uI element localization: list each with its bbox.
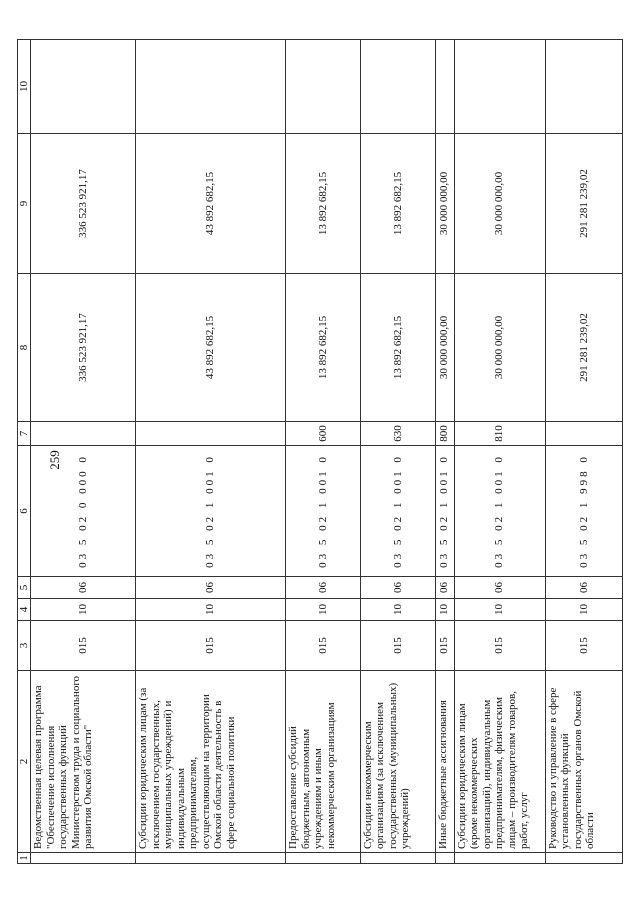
cell-col1 xyxy=(31,853,136,864)
table-row xyxy=(454,40,545,864)
cell-col9: 43 892 682,15 xyxy=(136,134,286,274)
header-cell: 5 xyxy=(18,577,31,599)
cell-col1 xyxy=(286,853,361,864)
cell-col6: 03 5 02 1 001 0 xyxy=(435,446,454,577)
page-number: 259 xyxy=(47,450,62,470)
cell-col1 xyxy=(545,853,622,864)
cell-col10 xyxy=(545,40,622,134)
cell-col10 xyxy=(360,40,435,134)
cell-col10 xyxy=(136,40,286,134)
cell-col4: 10 xyxy=(545,599,622,621)
header-cell: 2 xyxy=(18,671,31,853)
cell-col3: 015 xyxy=(545,621,622,671)
cell-col1 xyxy=(136,853,286,864)
cell-col8: 336 523 921,17 xyxy=(31,274,136,422)
cell-col6: 03 5 02 1 001 0 xyxy=(360,446,435,577)
cell-col8: 13 892 682,15 xyxy=(360,274,435,422)
cell-col9: 291 281 239,02 xyxy=(545,134,622,274)
cell-name: Субсидии некоммерческим организациям (за исключением государственных (муниципальных) учреждений) xyxy=(360,671,435,853)
cell-name: Иные бюджетные ассигнования xyxy=(435,671,454,853)
cell-col5: 06 xyxy=(454,577,545,599)
cell-col9: 30 000 000,00 xyxy=(454,134,545,274)
cell-col1 xyxy=(435,853,454,864)
header-row xyxy=(18,40,31,864)
cell-col8: 30 000 000,00 xyxy=(435,274,454,422)
cell-col5: 06 xyxy=(136,577,286,599)
header-cell: 9 xyxy=(18,134,31,274)
table-row xyxy=(31,40,136,864)
cell-col9: 336 523 921,17 xyxy=(31,134,136,274)
cell-col5: 06 xyxy=(360,577,435,599)
cell-col3: 015 xyxy=(360,621,435,671)
header-cell: 1 xyxy=(18,853,31,864)
cell-col8: 13 892 682,15 xyxy=(286,274,361,422)
cell-col1 xyxy=(454,853,545,864)
cell-col7: 600 xyxy=(286,422,361,446)
cell-col9: 13 892 682,15 xyxy=(286,134,361,274)
budget-table xyxy=(17,39,623,864)
cell-col6: 03 5 02 0 000 0 xyxy=(31,446,136,577)
cell-col3: 015 xyxy=(435,621,454,671)
cell-col4: 10 xyxy=(136,599,286,621)
cell-col9: 13 892 682,15 xyxy=(360,134,435,274)
rotated-page xyxy=(17,40,623,864)
header-cell: 7 xyxy=(18,422,31,446)
cell-col5: 06 xyxy=(31,577,136,599)
header-cell: 3 xyxy=(18,621,31,671)
cell-col6: 03 5 02 1 001 0 xyxy=(136,446,286,577)
cell-col7 xyxy=(136,422,286,446)
cell-col3: 015 xyxy=(454,621,545,671)
cell-col4: 10 xyxy=(360,599,435,621)
cell-col8: 43 892 682,15 xyxy=(136,274,286,422)
cell-name: Руководство и управление в сфере установленных функций государственных органов Омской области xyxy=(545,671,622,853)
cell-col10 xyxy=(435,40,454,134)
cell-name: Предоставление субсидий бюджетным, автономным учреждениям и иным некоммерческим организациям xyxy=(286,671,361,853)
cell-col10 xyxy=(454,40,545,134)
cell-col4: 10 xyxy=(435,599,454,621)
cell-col1 xyxy=(360,853,435,864)
cell-col4: 10 xyxy=(31,599,136,621)
header-cell: 10 xyxy=(18,40,31,134)
cell-col7: 630 xyxy=(360,422,435,446)
table-row xyxy=(360,40,435,864)
table-row xyxy=(435,40,454,864)
cell-col4: 10 xyxy=(286,599,361,621)
header-cell: 4 xyxy=(18,599,31,621)
table-row xyxy=(286,40,361,864)
cell-col8: 30 000 000,00 xyxy=(454,274,545,422)
cell-col4: 10 xyxy=(454,599,545,621)
cell-col6: 03 5 02 1 998 0 xyxy=(545,446,622,577)
cell-col7: 810 xyxy=(454,422,545,446)
cell-col3: 015 xyxy=(286,621,361,671)
cell-col6: 03 5 02 1 001 0 xyxy=(454,446,545,577)
cell-col7 xyxy=(31,422,136,446)
cell-col9: 30 000 000,00 xyxy=(435,134,454,274)
cell-col3: 015 xyxy=(136,621,286,671)
table-row xyxy=(545,40,622,864)
cell-col5: 06 xyxy=(545,577,622,599)
cell-name: Субсидии юридическим лицам (кроме некоммерческих организаций), индивидуальным предпринимателям, физическим лицам – производителям товаров, работ, услуг xyxy=(454,671,545,853)
table-row xyxy=(136,40,286,864)
cell-col7 xyxy=(545,422,622,446)
header-cell: 6 xyxy=(18,446,31,577)
cell-name: Субсидии юридическим лицам (за исключением государственных, муниципальных учреждений) и индивидуальным предпринимателям, осуществляющим на территории Омской области деятельность в сфере социальной политики xyxy=(136,671,286,853)
cell-col10 xyxy=(286,40,361,134)
cell-col7: 800 xyxy=(435,422,454,446)
cell-name: Ведомственная целевая программа "Обеспечение исполнения государственных функций Министерством труда и социального развития Омской области" xyxy=(31,671,136,853)
cell-col5: 06 xyxy=(286,577,361,599)
cell-col3: 015 xyxy=(31,621,136,671)
header-cell: 8 xyxy=(18,274,31,422)
cell-col10 xyxy=(31,40,136,134)
cell-col6: 03 5 02 1 001 0 xyxy=(286,446,361,577)
cell-col5: 06 xyxy=(435,577,454,599)
cell-col8: 291 281 239,02 xyxy=(545,274,622,422)
